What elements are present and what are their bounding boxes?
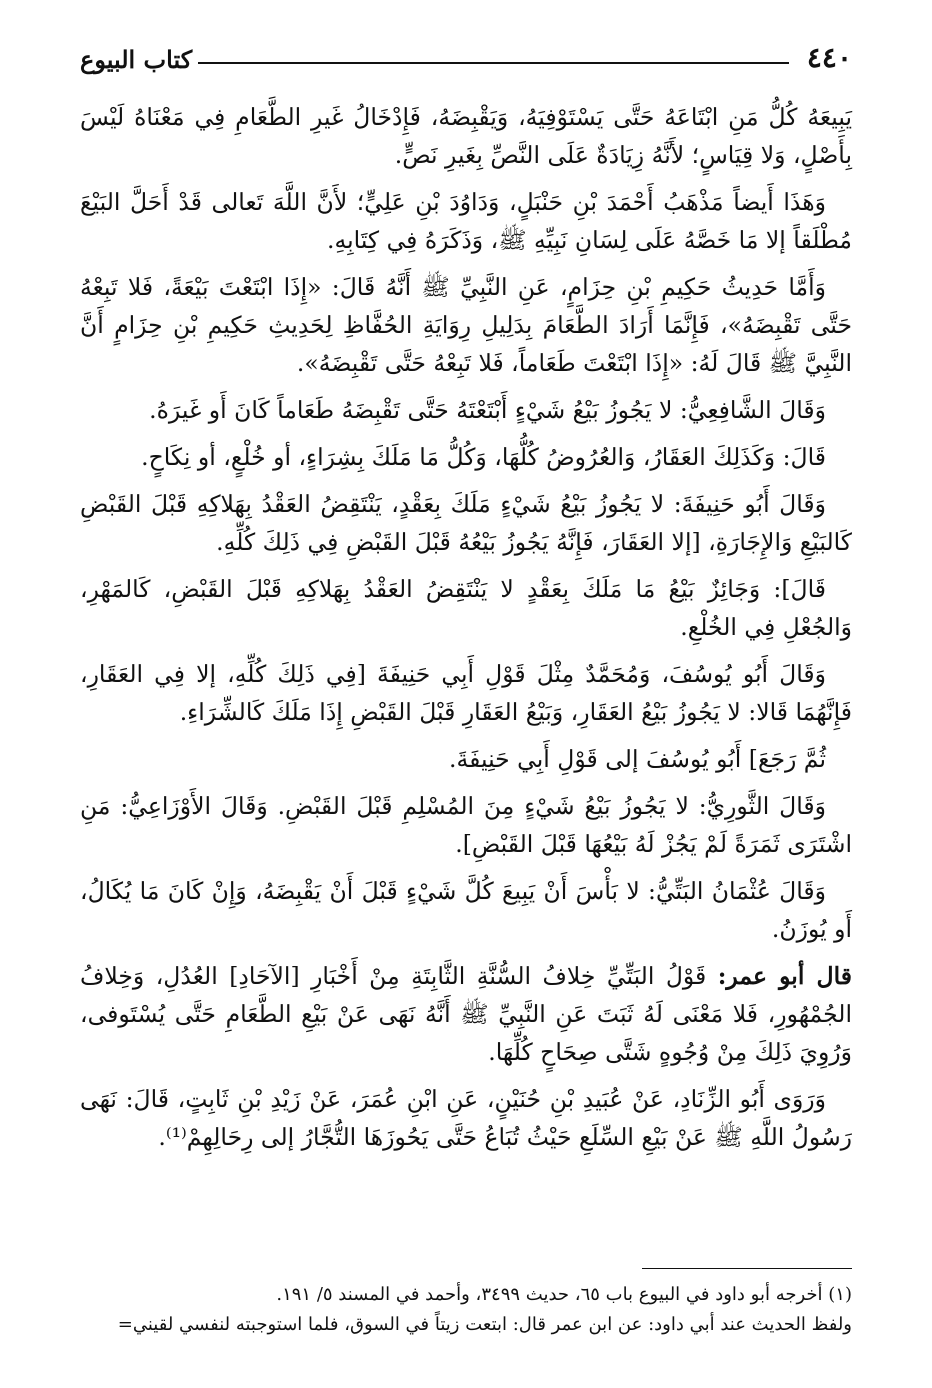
page-header bbox=[80, 28, 852, 72]
paragraph bbox=[80, 1080, 852, 1156]
paragraph-text: قَالَ]: وَجَائِزٌ بَيْعُ مَا مَلَكَ بِعَقْدٍ لا يَنْتَقِضُ العَقْدُ بِهَلاكِهِ قَبْلَ القَبْضِ، كَالمَهْرِ، وَالجُعْلِ فِي الخُلْعِ. bbox=[80, 575, 852, 641]
paragraph-text: وَقَالَ أَبُو يُوسُفَ، وَمُحَمَّدٌ مِثْلَ قَوْلِ أَبِي حَنِيفَةَ [فِي ذَلِكَ كُلِّهِ، إلا فِي العَقَارِ، فَإِنَّهُمَا قَالا: لا يَجُوزُ بَيْعُ العَقَارِ، وَبَيْعُ العَقَارِ قَبْلَ القَبْضِ إِذَا مَلَكَ كَالشِّرَاءِ. bbox=[80, 660, 852, 726]
paragraph bbox=[80, 438, 852, 476]
paragraph bbox=[80, 872, 852, 948]
footnotes bbox=[80, 1280, 852, 1340]
footnote-rule bbox=[642, 1268, 852, 1269]
paragraph bbox=[80, 740, 852, 778]
footnote: (١) أخرجه أبو داود في البيوع باب ٦٥، حديث ٣٤٩٩، وأحمد في المسند ٥/ ١٩١. bbox=[276, 1284, 852, 1305]
paragraph bbox=[80, 957, 852, 1071]
paragraph bbox=[80, 485, 852, 561]
paragraph bbox=[80, 655, 852, 731]
paragraph-lead: قال أبو عمر: bbox=[717, 962, 852, 990]
paragraph-text: وَأَمَّا حَدِيثُ حَكِيمِ بْنِ حِزَامٍ، عَنِ النَّبِيِّ ﷺ أَنَّهُ قَالَ: «إِذَا ابْتَعْتَ بَيْعَةً، فَلا تَبِعْهُ حَتَّى تَقْبِضَهُ»، فَإِنَّمَا أَرَادَ الطَّعَامَ بِدَلِيلِ رِوَايَةِ الحُفَّاظِ لِحَدِيثِ حَكِيمِ بْنِ حِزَامٍ أَنَّ النَّبِيَّ ﷺ قَالَ لَهُ: «إِذَا ابْتَعْتَ طَعَاماً، فَلا تَبِعْهُ حَتَّى تَقْبِضَهُ». bbox=[80, 273, 852, 377]
paragraph bbox=[80, 268, 852, 382]
paragraph-text: وَهَذَا أَيضاً مَذْهَبُ أَحْمَدَ بْنِ حَنْبَلٍ، وَدَاوُدَ بْنِ عَلِيٍّ؛ لأَنَّ اللَّهَ تَعالى قَدْ أَحَلَّ البَيْعَ مُطْلَقاً إلا مَا خَصَّهُ عَلَى لِسَانِ نَبِيِّهِ ﷺ، وَذَكَرَهُ فِي كِتَابِهِ. bbox=[80, 188, 852, 254]
header-rule bbox=[198, 62, 789, 64]
paragraph bbox=[80, 183, 852, 259]
paragraph-text: وَرَوَى أَبُو الزِّنَادِ، عَنْ عُبَيدِ بْنِ حُنَيْنٍ، عَنِ ابْنِ عُمَرَ، عَنْ زَيْدِ بْنِ ثَابِتٍ، قَالَ: نَهَى رَسُولُ اللَّهِ ﷺ عَنْ بَيْعِ السِّلَعِ حَيْثُ تُبَاعُ حَتَّى يَحُوزَهَا التُّجَّارُ إلى رِحَالِهِمْ⁽¹⁾. bbox=[80, 1085, 852, 1151]
paragraph-text: يَبِيعَهُ كُلُّ مَنِ ابْتَاعَهُ حَتَّى يَسْتَوْفِيَهُ، وَيَقْبِضَهُ، فَإِدْخَالُ غَيرِ الطَّعَامِ فِي مَعْنَاهُ لَيْسَ بِأَصْلٍ، وَلا قِيَاسٍ؛ لأَنَّهُ زِيَادَةٌ عَلَى النَّصِّ بِغَيرِ نَصٍّ. bbox=[80, 103, 852, 169]
paragraph-text: قَالَ: وَكَذَلِكَ العَقَارُ، وَالعُرُوضُ كُلُّهَا، وَكُلُّ مَا مَلَكَ بِشِرَاءٍ، أو خُلْعٍ، أو نِكَاحٍ. bbox=[141, 443, 826, 471]
book-title: كتاب البيوع bbox=[80, 45, 193, 74]
page-number: ٤٤٠ bbox=[806, 41, 852, 74]
paragraph-text: وَقَالَ الثَّورِيُّ: لا يَجُوزُ بَيْعُ شَيْءٍ مِنَ المُسْلِمِ قَبْلَ القَبْضِ. وَقَالَ الأَوْزَاعِيُّ: مَنِ اشْتَرَى ثَمَرَةً لَمْ يَجُزْ لَهُ بَيْعُهَا قَبْلَ القَبْضِ]. bbox=[80, 792, 852, 858]
paragraph bbox=[80, 787, 852, 863]
paragraph-text: وَقَالَ أَبُو حَنِيفَةَ: لا يَجُوزُ بَيْعُ شَيْءٍ مَلَكَ بِعَقْدٍ، يَنْتَقِضُ العَقْدُ بِهَلاكِهِ قَبْلَ القَبْضِ كَالبَيْعِ وَالإِجَارَةِ، [إلا العَقَارَ، فَإِنَّهُ يَجُوزُ بَيْعُهُ قَبْلَ القَبْضِ فِي ذَلِكَ كُلِّهِ. bbox=[80, 490, 852, 556]
paragraph-text: قَوْلُ البَتِّيِّ خِلافُ السُّنَّةِ الثَّابِتَةِ مِنْ أَخْبَارِ [الآحَادِ] العُدُلِ، وَخِلافُ الجُمْهُورِ، فَلا مَعْنَى لَهُ ثَبَتَ عَنِ النَّبِيِّ ﷺ أَنَّهُ نَهَى عَنْ بَيْعِ الطَّعَامِ حَتَّى يُسْتَوفى، وَرُوِيَ ذَلِكَ مِنْ وُجُوهٍ شَتَّى صِحَاحٍ كُلِّهَا. bbox=[80, 962, 852, 1066]
paragraph bbox=[80, 98, 852, 174]
paragraph-text: ثُمَّ رَجَعَ] أَبُو يُوسُفَ إلى قَوْلِ أَبِي حَنِيفَةَ. bbox=[449, 745, 826, 773]
paragraph bbox=[80, 570, 852, 646]
paragraph-text: وَقَالَ عُثْمَانُ البَتِّيُّ: لا بَأْسَ أَنْ يَبِيعَ كُلَّ شَيْءٍ قَبْلَ أَنْ يَقْبِضَهُ، وَإِنْ كَانَ مَا يُكَالُ، أَو يُوزَنُ. bbox=[80, 877, 852, 943]
paragraph-text: وَقَالَ الشَّافِعِيُّ: لا يَجُوزُ بَيْعُ شَيْءٍ أَبْتَعْتَهُ حَتَّى تَقْبِضَهُ طَعَاماً كَانَ أَو غَيرَهُ. bbox=[149, 396, 826, 424]
paragraph bbox=[80, 391, 852, 429]
main-text bbox=[80, 98, 852, 1165]
footnote: ولفظ الحديث عند أبي داود: عن ابن عمر قال: ابتعت زيتاً في السوق، فلما استوجبته لنفسي لقيني= bbox=[117, 1314, 852, 1335]
